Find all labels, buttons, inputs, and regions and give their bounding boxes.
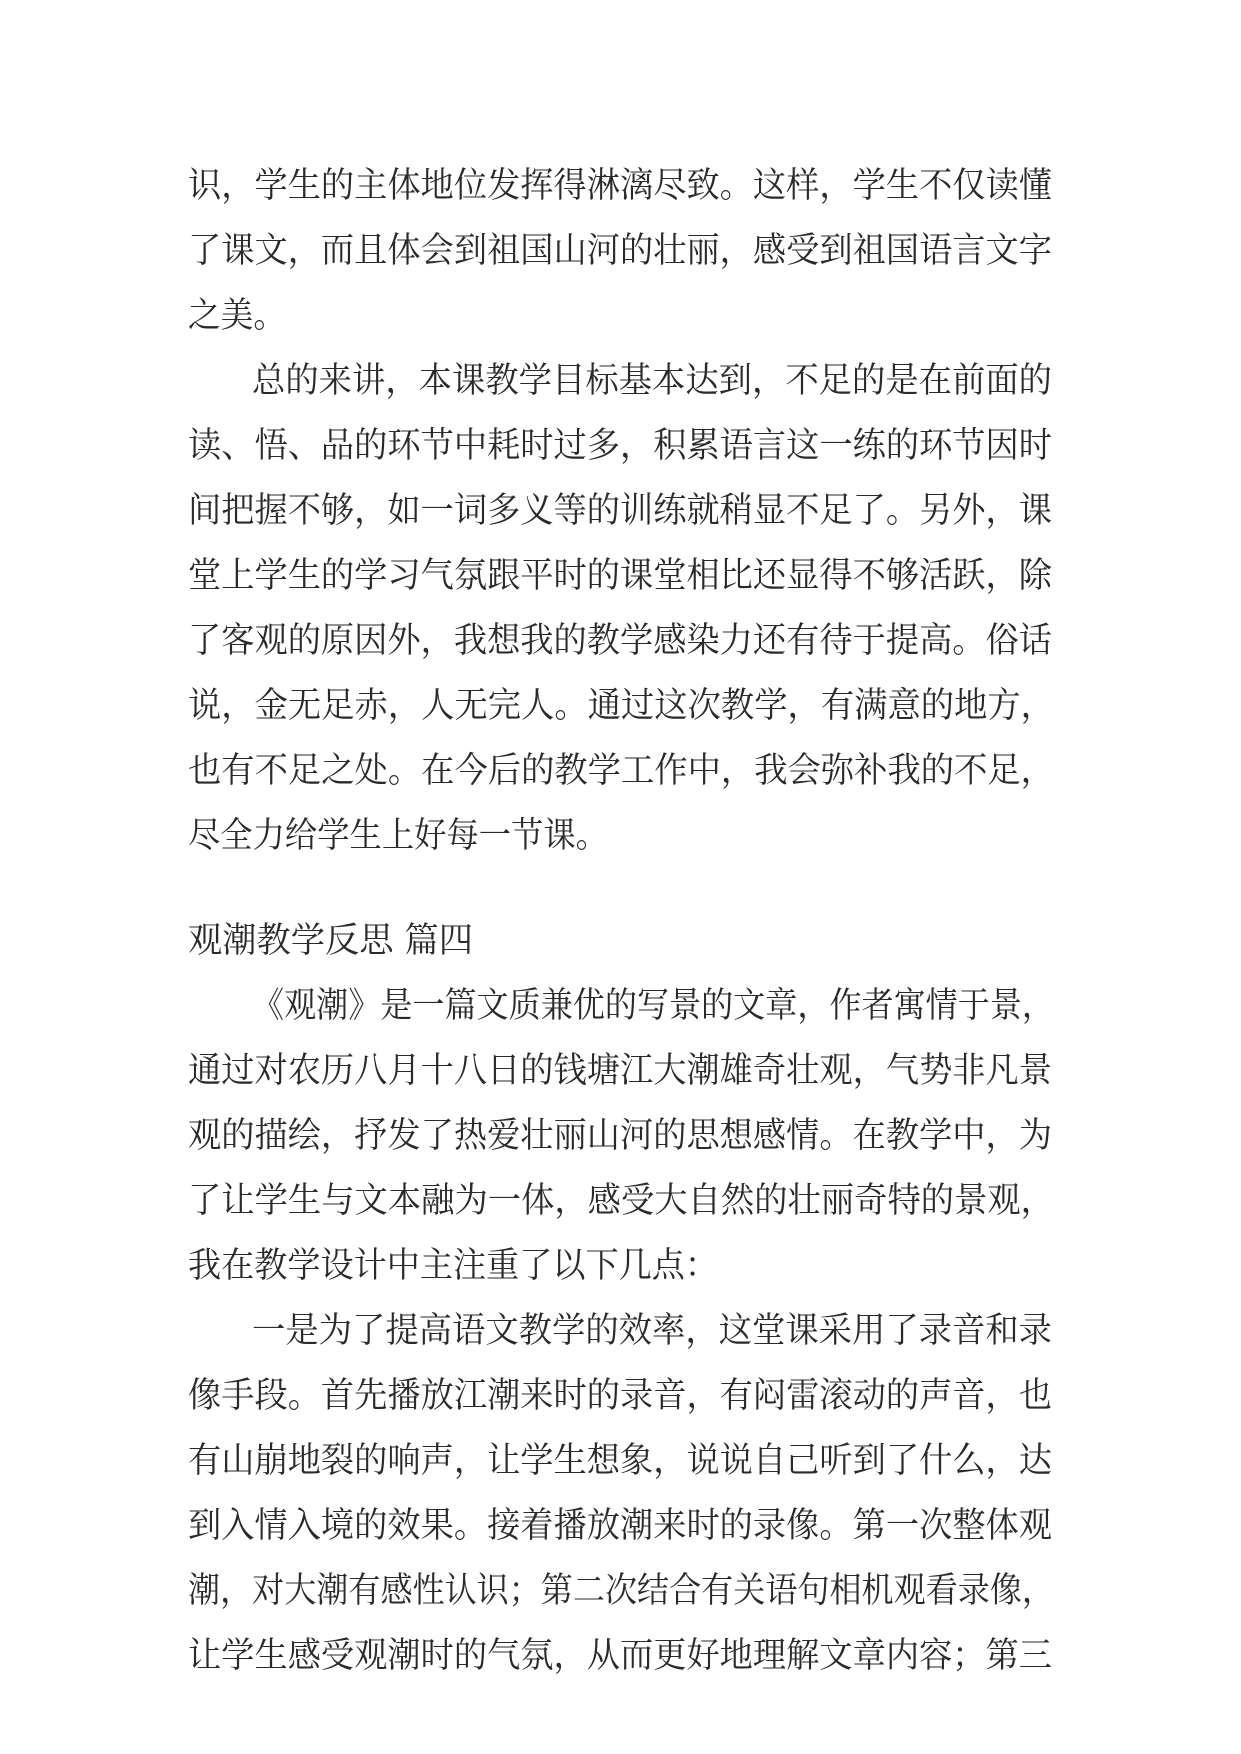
text-line: 潮，对大潮有感性认识；第二次结合有关语句相机观看录像， [188, 1571, 1054, 1611]
text-line: 间把握不够，如一词多义等的训练就稍显不足了。另外，课 [188, 491, 1052, 531]
text-line: 一是为了提高语文教学的效率，这堂课采用了录音和录 [252, 1311, 1052, 1351]
text-line: 总的来讲，本课教学目标基本达到，不足的是在前面的 [252, 361, 1052, 401]
text-line: 了课文，而且体会到祖国山河的壮丽，感受到祖国语言文字 [188, 231, 1052, 271]
text-line: 之美。 [188, 296, 286, 336]
text-line: 到入情入境的效果。接着播放潮来时的录像。第一次整体观 [188, 1506, 1052, 1546]
text-line: 通过对农历八月十八日的钱塘江大潮雄奇壮观，气势非凡景 [188, 1051, 1052, 1091]
text-line: 尽全力给学生上好每一节课。 [188, 816, 608, 856]
text-line: 有山崩地裂的响声，让学生想象，说说自己听到了什么，达 [188, 1441, 1052, 1481]
text-line: 我在教学设计中主注重了以下几点： [188, 1246, 718, 1286]
text-line: 了客观的原因外，我想我的教学感染力还有待于提高。俗话 [188, 621, 1052, 661]
text-line: 识，学生的主体地位发挥得淋漓尽致。这样，学生不仅读懂 [188, 166, 1052, 206]
text-line: 了让学生与文本融为一体，感受大自然的壮丽奇特的景观， [188, 1181, 1054, 1221]
text-line: 《观潮》是一篇文质兼优的写景的文章，作者寓情于景， [252, 986, 1054, 1026]
text-line: 像手段。首先播放江潮来时的录音，有闷雷滚动的声音，也 [188, 1376, 1052, 1416]
text-line: 说，金无足赤，人无完人。通过这次教学，有满意的地方， [188, 686, 1054, 726]
text-line: 也有不足之处。在今后的教学工作中，我会弥补我的不足， [188, 751, 1054, 791]
text-line: 堂上学生的学习气氛跟平时的课堂相比还显得不够活跃，除 [188, 556, 1052, 596]
text-line: 观的描绘，抒发了热爱壮丽山河的思想感情。在教学中，为 [188, 1116, 1052, 1156]
section-heading: 观潮教学反思 篇四 [188, 921, 473, 961]
text-line: 让学生感受观潮时的气氛，从而更好地理解文章内容；第三 [188, 1636, 1052, 1676]
text-line: 读、悟、品的环节中耗时过多，积累语言这一练的环节因时 [188, 426, 1052, 466]
